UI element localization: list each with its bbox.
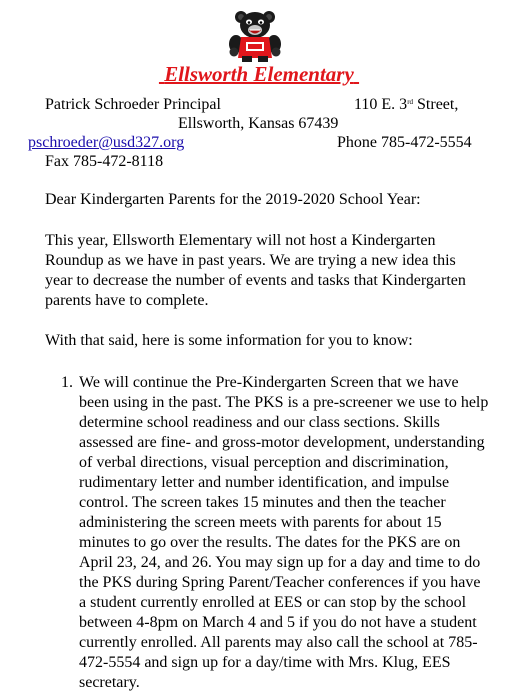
principal-name: Patrick Schroeder Principal [45,96,221,113]
city-line: Ellsworth, Kansas 67439 [178,115,339,132]
bear-mascot-icon [226,8,284,62]
info-intro-paragraph: With that said, here is some information for you to know: [45,332,413,349]
intro-paragraph: This year, Ellsworth Elementary will not host a Kindergarten Roundup as we have in past years. We are trying a new idea this year to decrease the number of events and tasks that Kindergarten parents have to complete. [45,232,466,309]
street-address: 110 E. 3rd Street, [354,96,459,113]
phone-number: Phone 785-472-5554 [337,134,472,151]
school-name-title: Ellsworth Elementary [164,62,354,86]
principal-email-link[interactable]: pschroeder@usd327.org [28,134,185,151]
fax-number: Fax 785-472-8118 [45,153,164,170]
list-item-text: We will continue the Pre-Kindergarten Screen that we have been using in the past. The PKS is a pre-screener we use to help determine school readiness and our class sections. Skills assessed are fine- and gross-motor development, understanding of verbal directions, visual perception and discrimination, rudimentary letter and number identification, and impulse control. The screen takes 15 minutes and then the teacher administering the screen meets with parents for about 15 minutes to go over the results. The dates for the PKS are on April 23, 24, and 26. You may sign up for a day and time to do the PKS during Spring Parent/Teacher conferences if you have a student currently enrolled at EES or can stop by the school between 4-8pm on March 4 and 5 if you do not have a student currently enrolled. All parents may also call the school at 785-472-5554 and sign up for a day/time with Mrs. Klug, EES secretary. [79,374,489,691]
list-item-number: 1. [61,374,73,391]
salutation: Dear Kindergarten Parents for the 2019-2020 School Year: [45,191,421,208]
